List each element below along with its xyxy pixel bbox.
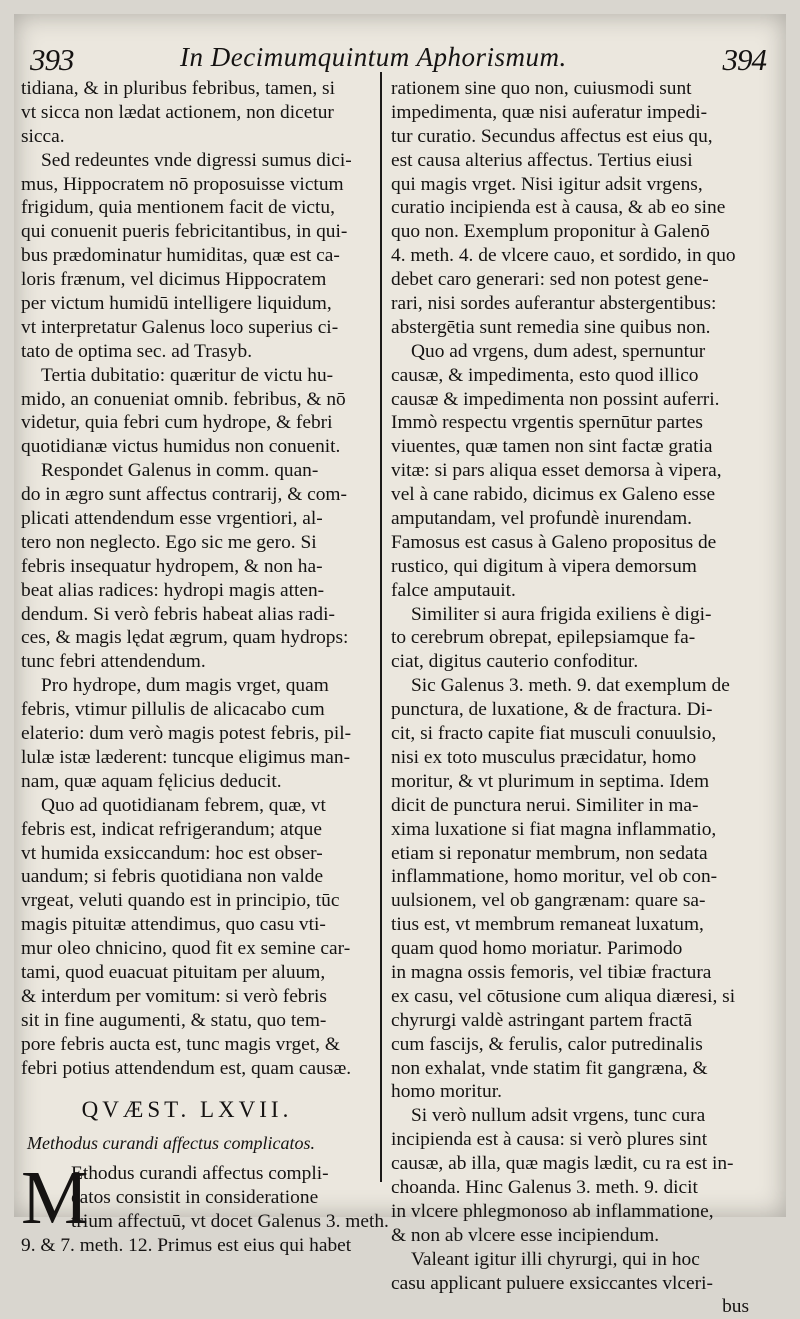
text-line: sit in fine augumenti, & statu, quo tem- bbox=[21, 1009, 327, 1031]
text-line: bus prædominatur humiditas, quæ est ca- bbox=[21, 245, 340, 267]
text-line: abstergētia sunt remedia sine quibus non. bbox=[391, 316, 711, 338]
left-paragraph-6 bbox=[21, 794, 373, 1081]
left-column bbox=[21, 77, 389, 1257]
text-line: Valeant igitur illi chyrurgi, qui in hoc bbox=[411, 1248, 700, 1270]
text-line: chyrurgi valdè astringant partem fractā bbox=[391, 1009, 693, 1031]
text-line: per victum humidū intelligere liquidum, bbox=[21, 293, 332, 315]
question-heading: QVÆST. LXVII. bbox=[81, 1097, 293, 1123]
text-line: febri potius attendendum est, quam causæ. bbox=[21, 1057, 352, 1079]
text-line: vrgeat, veluti quando est in principio, tūc bbox=[21, 890, 340, 912]
text-line: vitæ: si pars aliqua esset demorsa à vipera, bbox=[391, 460, 722, 482]
text-line: vt sicca non lædat actionem, non dicetur bbox=[21, 101, 334, 123]
text-line: & interdum per vomitum: si verò febris bbox=[21, 985, 327, 1007]
text-line: febris insequatur hydropem, & non ha- bbox=[21, 555, 323, 577]
text-line: qui conuenit pueris febricitantibus, in qui- bbox=[21, 221, 348, 243]
text-line: rustico, qui digitum à vipera demorsum bbox=[391, 555, 697, 577]
text-line: tato de optima sec. ad Trasyb. bbox=[21, 340, 253, 362]
text-line: Quo ad vrgens, dum adest, spernuntur bbox=[411, 340, 706, 362]
text-line: Si verò nullum adsit vrgens, tunc cura bbox=[411, 1105, 706, 1127]
text-line: homo moritur. bbox=[391, 1081, 502, 1103]
text-line: qui magis vrget. Nisi igitur adsit vrgens, bbox=[391, 173, 703, 195]
text-line: pore febris aucta est, tunc magis vrget, & bbox=[21, 1033, 340, 1055]
text-line: moritur, & vt plurimum in septima. Idem bbox=[391, 770, 710, 792]
right-page-number: 394 bbox=[722, 42, 766, 77]
text-line: plicati attendendum esse vrgentiori, al- bbox=[21, 508, 323, 530]
text-line: incipienda est à causa: si verò plures sint bbox=[391, 1129, 708, 1151]
text-line: quo non. Exemplum proponitur à Galenō bbox=[391, 221, 710, 243]
text-line: tur curatio. Secundus affectus est eius qu, bbox=[391, 125, 713, 147]
text-line: punctura, de luxatione, & de fractura. Di- bbox=[391, 699, 713, 721]
text-line: in vlcere phlegmonoso ab inflammatione, bbox=[391, 1200, 714, 1222]
column-divider bbox=[380, 72, 382, 1182]
text-line: uulsionem, vel ob gangrænam: quare sa- bbox=[391, 890, 706, 912]
text-line: magis pituitæ attendimus, quo casu vti- bbox=[21, 914, 326, 936]
text-line: ex casu, vel cōtusione cum aliqua diæresi, si bbox=[391, 985, 736, 1007]
text-line: cit, si fracto capite fiat musculi conuulsio, bbox=[391, 723, 717, 745]
text-line: uandum; si febris quotidiana non valde bbox=[21, 866, 324, 888]
text-line: sicca. bbox=[21, 125, 65, 147]
text-line: Famosus est casus à Galeno propositus de bbox=[391, 531, 717, 553]
text-line: impedimenta, quæ nisi auferatur impedi- bbox=[391, 101, 708, 123]
text-line: loris frænum, vel dicimus Hippocratem bbox=[21, 269, 327, 291]
spacer bbox=[21, 1080, 373, 1090]
text-line: vel à cane rabido, dicimus ex Galeno esse bbox=[391, 484, 716, 506]
right-paragraph-6 bbox=[391, 1248, 767, 1296]
text-line: quotidianæ victus humidus non conuenit. bbox=[21, 436, 341, 458]
text-line: Sic Galenus 3. meth. 9. dat exemplum de bbox=[411, 675, 730, 697]
text-line: est causa alterius affectus. Tertius eiusi bbox=[391, 149, 693, 171]
left-paragraph-5 bbox=[21, 674, 373, 793]
text-line: Immò respectu vrgentis spernūtur partes bbox=[391, 412, 703, 434]
text-line: nam, quæ aquam fęlicius deducit. bbox=[21, 770, 282, 792]
catchword: bus bbox=[722, 1296, 749, 1318]
text-line: ces, & magis lędat ægrum, quam hydrops: bbox=[21, 627, 349, 649]
text-line: choanda. Hinc Galenus 3. meth. 9. dicit bbox=[391, 1176, 698, 1198]
left-page-number: 393 bbox=[30, 42, 74, 77]
right-paragraph-3 bbox=[391, 603, 767, 675]
right-paragraph-5 bbox=[391, 1104, 767, 1247]
text-line: mur oleo chnicino, quod fit ex semine car- bbox=[21, 938, 351, 960]
text-line: vt interpretatur Galenus loco superius ci- bbox=[21, 316, 339, 338]
text-line: febris est, indicat refrigerandum; atque bbox=[21, 818, 322, 840]
text-line: amputandam, vel profundè inurendam. bbox=[391, 508, 692, 530]
text-line: etiam si reponatur membrum, non sedata bbox=[391, 842, 708, 864]
text-line: tunc febri attendendum. bbox=[21, 651, 206, 673]
text-line: elaterio: dum verò magis potest febris, pil- bbox=[21, 723, 352, 745]
left-paragraph-3 bbox=[21, 364, 373, 460]
text-line: trium affectuū, vt docet Galenus 3. meth. bbox=[71, 1211, 389, 1233]
text-line: debet caro generari: sed non potest gene- bbox=[391, 269, 709, 291]
text-line: frigidum, quia mentionem facit de victu, bbox=[21, 197, 335, 219]
text-line: cum fascijs, & ferulis, calor putredinalis bbox=[391, 1033, 703, 1055]
text-line: Respondet Galenus in comm. quan- bbox=[41, 460, 319, 482]
text-line: Tertia dubitatio: quæritur de victu hu- bbox=[41, 364, 334, 386]
text-line: viuentes, quæ tamen non sint factæ gratia bbox=[391, 436, 713, 458]
text-line: videtur, quia febri cum hydrope, & febri bbox=[21, 412, 333, 434]
text-line: lulæ istæ læderent: tuncque eligimus man- bbox=[21, 746, 351, 768]
text-line: catos consistit in consideratione bbox=[71, 1187, 319, 1209]
text-line: causæ, ab illa, quæ magis lædit, cu ra est in- bbox=[391, 1153, 734, 1175]
text-line: 4. meth. 4. de vlcere cauo, et sordido, in quo bbox=[391, 245, 736, 267]
text-line: tidiana, & in pluribus febribus, tamen, si bbox=[21, 78, 335, 99]
text-line: tero non neglecto. Ego sic me gero. Si bbox=[21, 531, 317, 553]
page-header bbox=[30, 40, 766, 80]
text-line: rari, nisi sordes auferantur abstergentibus: bbox=[391, 293, 717, 315]
right-paragraph-1 bbox=[391, 77, 767, 340]
text-line: ciat, digitus cauterio confoditur. bbox=[391, 651, 639, 673]
text-line: Similiter si aura frigida exiliens è digi- bbox=[411, 603, 712, 625]
question-subtitle: Methodus curandi affectus complicatos. bbox=[27, 1133, 315, 1154]
text-line: 9. & 7. meth. 12. Primus est eius qui habet bbox=[21, 1235, 352, 1257]
text-line: & non ab vlcere esse incipiendum. bbox=[391, 1224, 660, 1246]
running-title: In Decimumquintum Aphorismum. bbox=[180, 42, 567, 72]
text-line: rationem sine quo non, cuiusmodi sunt bbox=[391, 78, 692, 99]
initial-paragraph bbox=[21, 1156, 389, 1241]
text-line: inflammatione, homo moritur, vel ob con- bbox=[391, 866, 718, 888]
text-line: beat alias radices: hydropi magis atten- bbox=[21, 579, 325, 601]
text-line: to cerebrum obrepat, epilepsiamque fa- bbox=[391, 627, 696, 649]
text-line: nisi ex toto musculus præcidatur, homo bbox=[391, 746, 697, 768]
text-line: dicit de punctura nerui. Similiter in ma- bbox=[391, 794, 699, 816]
left-paragraph-1 bbox=[21, 77, 373, 149]
text-line: Ethodus curandi affectus compli- bbox=[71, 1163, 329, 1185]
right-column bbox=[391, 77, 767, 1318]
text-line: Sed redeuntes vnde digressi sumus dici- bbox=[41, 149, 352, 171]
text-line: mido, an conueniat omnib. febribus, & nō bbox=[21, 388, 346, 410]
text-line: casu applicant puluere exsiccantes vlceri- bbox=[391, 1272, 713, 1294]
text-line: xima luxatione si fiat magna inflammatio, bbox=[391, 818, 717, 840]
text-line: tius est, vt membrum remaneat luxatum, bbox=[391, 914, 704, 936]
text-line: quam quod homo moriatur. Parimodo bbox=[391, 938, 683, 960]
text-line: causæ & impedimenta non possint auferri. bbox=[391, 388, 720, 410]
initial-lines bbox=[21, 1156, 389, 1241]
text-line: in magna ossis femoris, vel tibiæ fractura bbox=[391, 961, 712, 983]
left-paragraph-2 bbox=[21, 149, 373, 364]
text-line: non exhalat, vnde statim fit gangræna, & bbox=[391, 1057, 708, 1079]
text-line: dendum. Si verò febris habeat alias radi- bbox=[21, 603, 335, 625]
text-line: vt humida exsiccandum: hoc est obser- bbox=[21, 842, 323, 864]
text-line: Quo ad quotidianam febrem, quæ, vt bbox=[41, 794, 326, 816]
text-line: do in ægro sunt affectus contrarij, & com- bbox=[21, 484, 347, 506]
right-paragraph-4 bbox=[391, 674, 767, 1104]
drop-capital: M bbox=[21, 1156, 89, 1241]
text-line: falce amputauit. bbox=[391, 579, 516, 601]
text-line: tami, quod euacuat pituitam per aluum, bbox=[21, 961, 326, 983]
book-page bbox=[14, 14, 786, 1318]
left-paragraph-4 bbox=[21, 459, 373, 674]
text-line: Pro hydrope, dum magis vrget, quam bbox=[41, 675, 329, 697]
text-line: mus, Hippocratem nō proposuisse victum bbox=[21, 173, 344, 195]
left-paragraph-7 bbox=[21, 1234, 373, 1258]
text-line: febris, vtimur pillulis de alicacabo cum bbox=[21, 699, 325, 721]
right-paragraph-2 bbox=[391, 340, 767, 603]
text-line: causæ, & impedimenta, esto quod illico bbox=[391, 364, 699, 386]
text-line: curatio incipienda est à causa, & ab eo sine bbox=[391, 197, 726, 219]
